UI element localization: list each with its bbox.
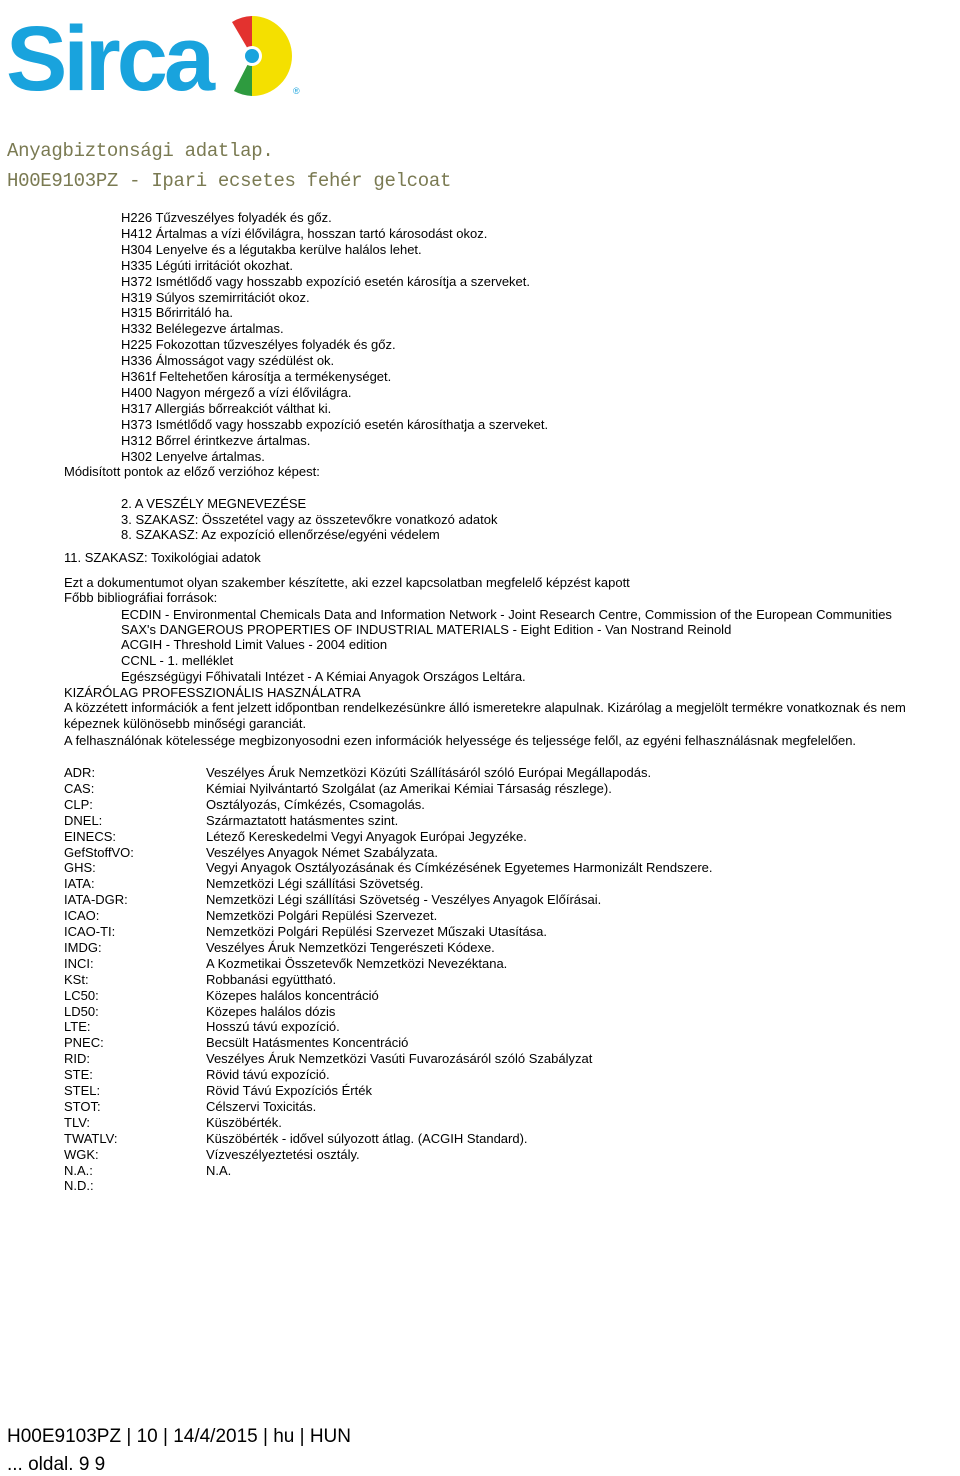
hazard-statement: H373 Ismétlődő vagy hosszabb expozíció esetén károsíthatja a szerveket. bbox=[121, 416, 549, 432]
hazard-statement: H304 Lenyelve és a légutakba kerülve halálos lehet. bbox=[121, 241, 422, 257]
hazard-statement: H226 Tűzveszélyes folyadék és gőz. bbox=[121, 210, 332, 225]
hazard-statement: H319 Súlyos szemirritációt okoz. bbox=[121, 289, 310, 305]
source-item: Egészségügyi Főhivatali Intézet - A Kémiai Anyagok Országos Leltára. bbox=[121, 669, 526, 684]
abbreviation-term: N.A.: bbox=[64, 1162, 93, 1178]
abbreviation-definition: Rövid távú expozíció. bbox=[206, 1067, 330, 1083]
hazard-statement: H312 Bőrrel érintkezve ártalmas. bbox=[121, 432, 311, 448]
disclaimer-user-responsibility: A felhasználónak kötelessége megbizonyosodni ezen információk helyessége és teljessége felől, az egyéni felhasználásnak megfelelően. bbox=[64, 733, 857, 748]
abbreviation-term: ICAO-TI: bbox=[64, 924, 116, 939]
abbreviation-definition: A Kozmetikai Összetevők Nemzetközi Nevezéktana. bbox=[206, 955, 508, 971]
abbreviation-definition: Veszélyes Áruk Nemzetközi Közúti Szállításáról szóló Európai Megállapodás. bbox=[206, 765, 652, 780]
hazard-statement: H315 Bőrirritáló ha. bbox=[121, 305, 233, 321]
professional-use-notice: KIZÁRÓLAG PROFESSZIONÁLIS HASZNÁLATRA bbox=[64, 685, 361, 700]
abbreviation-definition: Rövid Távú Expozíciós Érték bbox=[206, 1083, 372, 1098]
abbreviation-definition: Célszervi Toxicitás. bbox=[206, 1098, 317, 1114]
modified-points-heading: Módisított pontok az előző verzióhoz képest: bbox=[64, 464, 320, 479]
abbreviation-term: STEL: bbox=[64, 1083, 101, 1098]
abbreviation-term: TLV: bbox=[64, 1114, 91, 1130]
hazard-statement: H317 Allergiás bőrreakciót válthat ki. bbox=[121, 400, 332, 416]
logo-emblem bbox=[232, 16, 292, 96]
modified-item: 8. SZAKASZ: Az expozíció ellenőrzése/egyéni védelem bbox=[121, 527, 440, 542]
source-item: CCNL - 1. melléklet bbox=[121, 653, 234, 668]
source-item: ACGIH - Threshold Limit Values - 2004 edition bbox=[121, 637, 388, 652]
hazard-statement: H332 Belélegezve ártalmas. bbox=[121, 321, 284, 337]
hazard-statement: H336 Álmosságot vagy szédülést ok. bbox=[121, 353, 335, 369]
hazard-statement: H225 Fokozottan tűzveszélyes folyadék és gőz. bbox=[121, 337, 396, 353]
sirca-logo bbox=[6, 8, 300, 110]
hazard-statement: H372 Ismétlődő vagy hosszabb expozíció esetén károsítja a szerveket. bbox=[121, 273, 530, 289]
abbreviation-term: ICAO: bbox=[64, 908, 100, 924]
author-note: Ezt a dokumentumot olyan szakember készítette, aki ezzel kapcsolatban megfelelő képzést kapott bbox=[64, 575, 630, 590]
abbreviation-term: N.D.: bbox=[64, 1178, 94, 1194]
abbreviation-term: LTE: bbox=[64, 1019, 91, 1035]
disclaimer-information: A közzétett információk a fent jelzett időpontban rendelkezésünkre álló ismeretekre alapulnak. Kizárólag a megjelölt termékre vonatkoznak és nem képeznek különösebb minőségi garanciát. bbox=[64, 700, 906, 731]
abbreviation-definition: Vegyi Anyagok Osztályozásának és Címkézésének Egyetemes Harmonizált Rendszere. bbox=[206, 860, 713, 876]
footer-page-number: ... oldal. 9 9 bbox=[7, 1454, 106, 1475]
document-type-title: Anyagbiztonsági adatlap. bbox=[7, 140, 274, 162]
abbreviation-term: INCI: bbox=[64, 955, 94, 971]
hazard-statement: H400 Nagyon mérgező a vízi élővilágra. bbox=[121, 384, 352, 400]
svg-text:®: ® bbox=[293, 86, 300, 96]
abbreviation-definition: Nemzetközi Polgári Repülési Szervezet Műszaki Utasítása. bbox=[206, 924, 548, 939]
abbreviation-term: CAS: bbox=[64, 780, 95, 796]
product-title: H00E9103PZ - Ipari ecsetes fehér gelcoat bbox=[7, 170, 452, 192]
abbreviation-definition: Nemzetközi Légi szállítási Szövetség. bbox=[206, 876, 424, 892]
abbreviation-definition: Származtatott hatásmentes szint. bbox=[206, 812, 399, 828]
abbreviation-definition: Kémiai Nyilvántartó Szolgálat (az Amerikai Kémiai Társaság részlege). bbox=[206, 780, 612, 796]
abbreviation-definition: Veszélyes Áruk Nemzetközi Tengerészeti Kódexe. bbox=[206, 939, 495, 955]
abbreviation-term: GefStoffVO: bbox=[64, 844, 134, 860]
hazard-statement: H361f Feltehetően károsítja a termékenységet. bbox=[121, 369, 392, 384]
abbreviation-definition: Létező Kereskedelmi Vegyi Anyagok Európai Jegyzéke. bbox=[206, 828, 527, 844]
sources-heading: Főbb bibliográfiai források: bbox=[64, 590, 218, 605]
abbreviation-term: PNEC: bbox=[64, 1035, 104, 1051]
abbreviation-definition: Hosszú távú expozíció. bbox=[206, 1019, 340, 1035]
abbreviation-term: LC50: bbox=[64, 987, 99, 1003]
abbreviation-definition: Vízveszélyeztetési osztály. bbox=[206, 1146, 360, 1162]
abbreviation-term: STOT: bbox=[64, 1098, 101, 1114]
footer-document-info: H00E9103PZ | 10 | 14/4/2015 | hu | HUN bbox=[7, 1426, 352, 1447]
abbreviation-definition: Közepes halálos dózis bbox=[206, 1003, 336, 1019]
abbreviation-term: GHS: bbox=[64, 860, 96, 876]
abbreviation-term: LD50: bbox=[64, 1003, 99, 1019]
abbreviation-term: TWATLV: bbox=[64, 1130, 118, 1146]
abbreviation-term: WGK: bbox=[64, 1146, 99, 1162]
modified-item: 2. A VESZÉLY MEGNEVEZÉSE bbox=[121, 496, 307, 511]
abbreviation-definition: N.A. bbox=[206, 1162, 232, 1178]
abbreviation-term: DNEL: bbox=[64, 812, 103, 828]
logo-wordmark: Sirca bbox=[6, 8, 212, 110]
modified-item: 11. SZAKASZ: Toxikológiai adatok bbox=[64, 550, 261, 565]
abbreviation-definition: Nemzetközi Légi szállítási Szövetség - Veszélyes Anyagok Előírásai. bbox=[206, 892, 602, 908]
abbreviation-definition: Küszöbérték. bbox=[206, 1114, 282, 1130]
abbreviation-definition: Osztályozás, Címkézés, Csomagolás. bbox=[206, 796, 425, 812]
abbreviation-term: STE: bbox=[64, 1067, 93, 1083]
abbreviation-definition: Közepes halálos koncentráció bbox=[206, 987, 379, 1003]
hazard-statement: H335 Légúti irritációt okozhat. bbox=[121, 257, 293, 273]
abbreviation-term: KSt: bbox=[64, 971, 89, 987]
abbreviation-term: IATA: bbox=[64, 876, 95, 892]
abbreviation-term: IATA-DGR: bbox=[64, 892, 128, 908]
abbreviation-term: IMDG: bbox=[64, 939, 102, 955]
abbreviation-definition: Veszélyes Áruk Nemzetközi Vasúti Fuvarozásáról szóló Szabályzat bbox=[206, 1051, 593, 1067]
abbreviation-definition: Veszélyes Anyagok Német Szabályzata. bbox=[206, 844, 438, 860]
hazard-statement: H412 Ártalmas a vízi élővilágra, hosszan tartó károsodást okoz. bbox=[121, 225, 488, 241]
source-item: ECDIN - Environmental Chemicals Data and Information Network - Joint Research Centre, Commission of the European Communities bbox=[121, 607, 892, 622]
modified-item: 3. SZAKASZ: Összetétel vagy az összetevőkre vonatkozó adatok bbox=[121, 512, 498, 527]
abbreviation-term: RID: bbox=[64, 1051, 90, 1067]
abbreviation-definition: Becsült Hatásmentes Koncentráció bbox=[206, 1035, 409, 1051]
abbreviation-definition: Robbanási együttható. bbox=[206, 971, 337, 987]
hazard-statement: H302 Lenyelve ártalmas. bbox=[121, 448, 265, 464]
abbreviation-term: ADR: bbox=[64, 765, 96, 780]
abbreviation-definition: Nemzetközi Polgári Repülési Szervezet. bbox=[206, 908, 438, 924]
sirca-logo-graphic bbox=[6, 8, 300, 110]
source-item: SAX's DANGEROUS PROPERTIES OF INDUSTRIAL MATERIALS - Eight Edition - Van Nostrand Reinold bbox=[121, 622, 732, 637]
abbreviation-term: CLP: bbox=[64, 796, 93, 812]
abbreviation-definition: Küszöbérték - idővel súlyozott átlag. (ACGIH Standard). bbox=[206, 1130, 528, 1146]
abbreviation-term: EINECS: bbox=[64, 828, 117, 844]
